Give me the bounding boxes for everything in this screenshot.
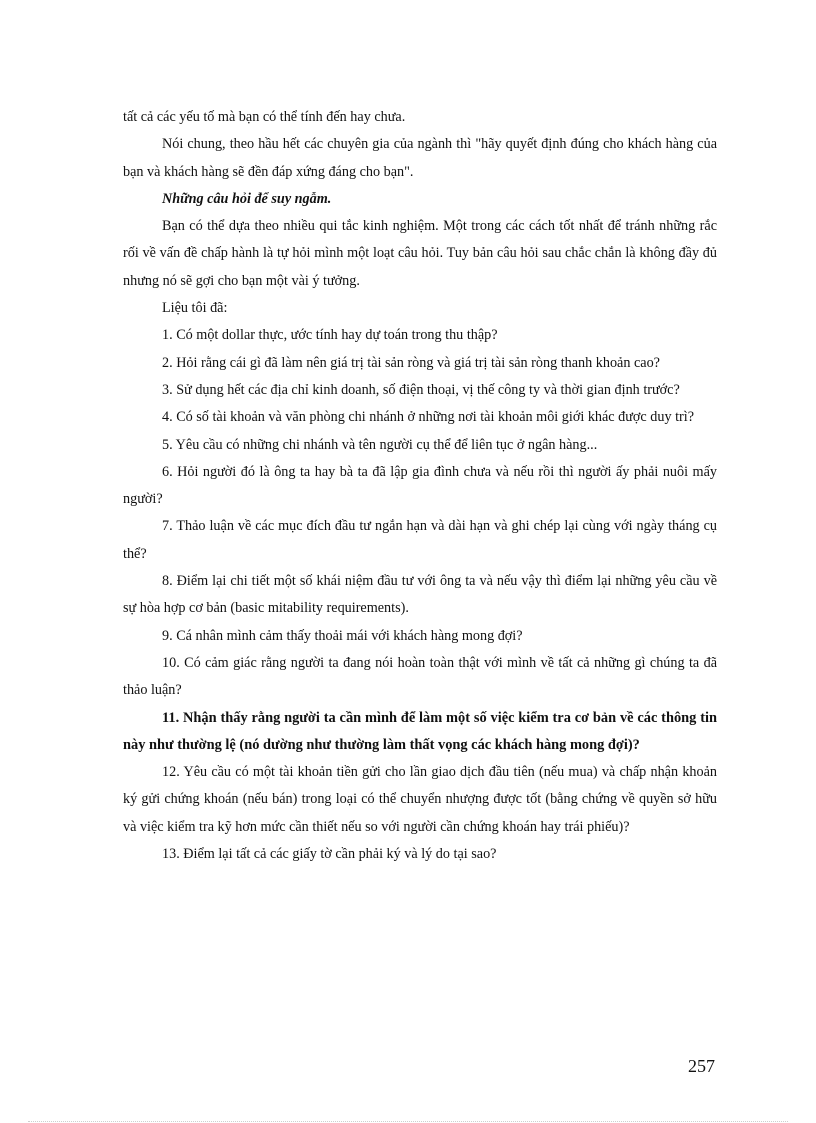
list-item-1: 1. Có một dollar thực, ước tính hay dự toán trong thu thập? bbox=[162, 327, 498, 344]
page-bottom-divider bbox=[28, 1121, 788, 1122]
paragraph-intro: Bạn có thể dựa theo nhiều qui tắc kinh nghiệm. Một trong các cách tốt nhất để tránh những rắc rối về vấn đề chấp hành là tự hỏi mình một loạt câu hỏi. Tuy bản câu hỏi sau chắc chắn là không đầy đủ nhưng nó sẽ gợi cho bạn một vài ý tưởng. bbox=[123, 218, 717, 289]
list-item-2: 2. Hỏi rằng cái gì đã làm nên giá trị tài sản ròng và giá trị tài sản ròng thanh khoản cao? bbox=[162, 354, 660, 371]
list-item-12: 12. Yêu cầu có một tài khoản tiền gửi cho lần giao dịch đầu tiên (nếu mua) và chấp nhận khoản ký gửi chứng khoán (nếu bán) trong loại có thể chuyển nhượng được tốt (bằng chứng về quyền sở hữu và việc kiểm tra kỹ hơn mức cần thiết nếu so với người cần chứng khoán hay trái phiếu)? bbox=[123, 764, 717, 835]
document-body bbox=[123, 104, 717, 868]
list-item-8: 8. Điểm lại chi tiết một số khái niệm đầu tư với ông ta và nếu vậy thì điểm lại những yêu cầu về sự hòa hợp cơ bản (basic mitability requirements). bbox=[123, 573, 717, 617]
list-item-10: 10. Có cảm giác rằng người ta đang nói hoàn toàn thật với mình về tất cả những gì chúng ta đã thảo luận? bbox=[123, 654, 717, 699]
section-heading: Những câu hỏi để suy ngẫm. bbox=[162, 190, 332, 207]
paragraph-continuation: tất cả các yếu tố mà bạn có thể tính đến hay chưa. bbox=[123, 109, 406, 125]
paragraph-expert-advice: Nói chung, theo hầu hết các chuyên gia của ngành thì "hãy quyết định đúng cho khách hàng của bạn và khách hàng sẽ đền đáp xứng đáng cho bạn". bbox=[123, 136, 717, 180]
list-item-6: 6. Hỏi người đó là ông ta hay bà ta đã lập gia đình chưa và nếu rồi thì người ấy phải nuôi mấy người? bbox=[123, 463, 717, 508]
list-item-7: 7. Thảo luận về các mục đích đầu tư ngắn hạn và dài hạn và ghi chép lại cùng với ngày tháng cụ thể? bbox=[123, 518, 717, 562]
page-number: 257 bbox=[688, 1056, 715, 1076]
list-lead: Liệu tôi đã: bbox=[162, 300, 228, 317]
list-item-4: 4. Có số tài khoản và văn phòng chi nhánh ở những nơi tài khoản môi giới khác được duy trì? bbox=[162, 409, 695, 426]
list-item-9: 9. Cá nhân mình cảm thấy thoải mái với khách hàng mong đợi? bbox=[162, 627, 523, 644]
list-item-3: 3. Sử dụng hết các địa chỉ kinh doanh, số điện thoại, vị thế công ty và thời gian định trước? bbox=[162, 381, 680, 398]
list-item-5: 5. Yêu cầu có những chi nhánh và tên người cụ thể để liên tục ở ngân hàng... bbox=[162, 436, 598, 453]
list-item-11: 11. Nhận thấy rằng người ta cần mình để làm một số việc kiểm tra cơ bản về các thông tin này như thường lệ (nó dường như thường làm thất vọng các khách hàng mong đợi)? bbox=[123, 709, 717, 753]
list-item-13: 13. Điểm lại tất cả các giấy tờ cần phải ký và lý do tại sao? bbox=[162, 846, 497, 863]
